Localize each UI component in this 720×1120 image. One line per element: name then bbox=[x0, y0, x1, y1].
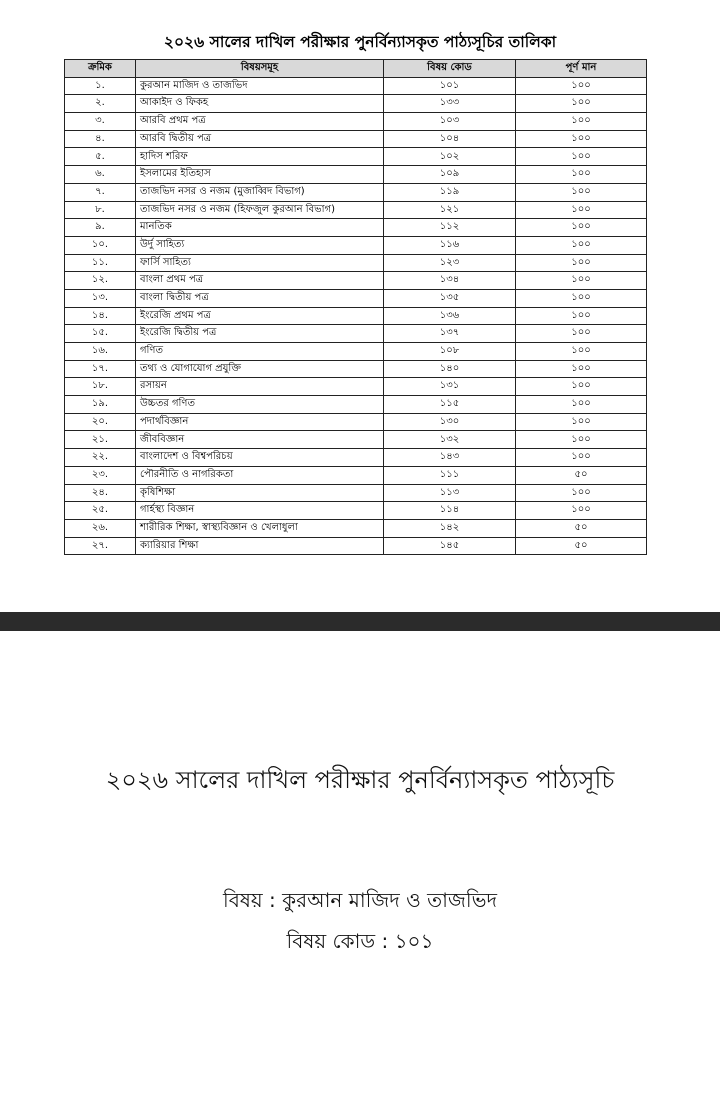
row-subject-name: আরবি দ্বিতীয় পত্র bbox=[136, 130, 384, 148]
row-full-marks: ৫০ bbox=[516, 537, 647, 555]
row-subject-code: ১১৬ bbox=[384, 236, 516, 254]
row-subject-name: উর্দু সাহিত্য bbox=[136, 236, 384, 254]
row-subject-code: ১২১ bbox=[384, 201, 516, 219]
subject-table bbox=[64, 59, 647, 555]
row-full-marks: ১০০ bbox=[516, 148, 647, 166]
row-serial: ১১. bbox=[65, 254, 136, 272]
row-serial: ১৯. bbox=[65, 396, 136, 414]
row-serial: ১৬. bbox=[65, 343, 136, 361]
row-subject-code: ১০৯ bbox=[384, 166, 516, 184]
row-subject-code: ১০৩ bbox=[384, 113, 516, 131]
table-row bbox=[65, 201, 647, 219]
row-full-marks: ১০০ bbox=[516, 449, 647, 467]
row-full-marks: ১০০ bbox=[516, 236, 647, 254]
row-subject-name: আকাইদ ও ফিকহ bbox=[136, 95, 384, 113]
row-serial: ৬. bbox=[65, 166, 136, 184]
cover-subject: বিষয় : কুরআন মাজিদ ও তাজভিদ bbox=[222, 888, 498, 912]
row-subject-code: ১৩১ bbox=[384, 378, 516, 396]
table-row bbox=[65, 183, 647, 201]
row-subject-name: ফার্সি সাহিত্য bbox=[136, 254, 384, 272]
row-subject-name: তাজভিদ নসর ও নজম (মুজাব্বিদ বিভাগ) bbox=[136, 183, 384, 201]
table-row bbox=[65, 396, 647, 414]
row-serial: ২৫. bbox=[65, 502, 136, 520]
row-full-marks: ১০০ bbox=[516, 166, 647, 184]
table-row bbox=[65, 254, 647, 272]
row-subject-code: ১১৫ bbox=[384, 396, 516, 414]
row-serial: ৪. bbox=[65, 130, 136, 148]
row-full-marks: ১০০ bbox=[516, 113, 647, 131]
row-full-marks: ১০০ bbox=[516, 77, 647, 95]
cover-subject-code: বিষয় কোড : ১০১ bbox=[286, 929, 434, 953]
row-serial: ২. bbox=[65, 95, 136, 113]
row-subject-name: আরবি প্রথম পত্র bbox=[136, 113, 384, 131]
row-subject-name: মানতিক bbox=[136, 219, 384, 237]
row-subject-code: ১৩৩ bbox=[384, 95, 516, 113]
row-subject-code: ১০২ bbox=[384, 148, 516, 166]
row-full-marks: ১০০ bbox=[516, 378, 647, 396]
row-serial: ২৭. bbox=[65, 537, 136, 555]
row-subject-code: ১১৪ bbox=[384, 502, 516, 520]
table-row bbox=[65, 77, 647, 95]
row-subject-name: উচ্চতর গণিত bbox=[136, 396, 384, 414]
row-full-marks: ১০০ bbox=[516, 343, 647, 361]
row-serial: ১২. bbox=[65, 272, 136, 290]
row-subject-name: হাদিস শরিফ bbox=[136, 148, 384, 166]
table-row bbox=[65, 343, 647, 361]
row-subject-name: বাংলা প্রথম পত্র bbox=[136, 272, 384, 290]
table-row bbox=[65, 166, 647, 184]
table-row bbox=[65, 95, 647, 113]
table-row bbox=[65, 325, 647, 343]
table-row bbox=[65, 272, 647, 290]
row-subject-name: বাংলাদেশ ও বিশ্বপরিচয় bbox=[136, 449, 384, 467]
row-serial: ১. bbox=[65, 77, 136, 95]
row-full-marks: ১০০ bbox=[516, 502, 647, 520]
row-serial: ২৬. bbox=[65, 519, 136, 537]
row-subject-name: রসায়ন bbox=[136, 378, 384, 396]
table-row bbox=[65, 519, 647, 537]
row-serial: ১৩. bbox=[65, 289, 136, 307]
row-subject-name: কুরআন মাজিদ ও তাজভিদ bbox=[136, 77, 384, 95]
cover-title: ২০২৬ সালের দাখিল পরীক্ষার পুনর্বিন্যাসকৃত পাঠ্যসূচি bbox=[105, 766, 615, 794]
table-row bbox=[65, 236, 647, 254]
row-serial: ১৮. bbox=[65, 378, 136, 396]
row-subject-name: পদার্থবিজ্ঞান bbox=[136, 413, 384, 431]
row-subject-code: ১০১ bbox=[384, 77, 516, 95]
row-subject-code: ১৪৩ bbox=[384, 449, 516, 467]
row-serial: ৩. bbox=[65, 113, 136, 131]
row-subject-code: ১৩৭ bbox=[384, 325, 516, 343]
row-serial: ২২. bbox=[65, 449, 136, 467]
row-subject-code: ১১৯ bbox=[384, 183, 516, 201]
row-subject-name: শারীরিক শিক্ষা, স্বাস্থ্যবিজ্ঞান ও খেলাধুলা bbox=[136, 519, 384, 537]
table-row bbox=[65, 130, 647, 148]
row-subject-code: ১৪২ bbox=[384, 519, 516, 537]
row-full-marks: ১০০ bbox=[516, 289, 647, 307]
row-serial: ২৩. bbox=[65, 466, 136, 484]
row-subject-code: ১৩৪ bbox=[384, 272, 516, 290]
row-subject-name: ক্যারিয়ার শিক্ষা bbox=[136, 537, 384, 555]
row-subject-name: কৃষিশিক্ষা bbox=[136, 484, 384, 502]
table-row bbox=[65, 219, 647, 237]
table-row bbox=[65, 502, 647, 520]
row-full-marks: ১০০ bbox=[516, 307, 647, 325]
row-subject-name: তথ্য ও যোগাযোগ প্রযুক্তি bbox=[136, 360, 384, 378]
serial-header: ক্রমিক bbox=[65, 60, 136, 78]
row-full-marks: ১০০ bbox=[516, 219, 647, 237]
table-row bbox=[65, 307, 647, 325]
row-subject-name: তাজভিদ নসর ও নজম (হিফজুল কুরআন বিভাগ) bbox=[136, 201, 384, 219]
table-row bbox=[65, 148, 647, 166]
row-subject-name: গার্হস্থ্য বিজ্ঞান bbox=[136, 502, 384, 520]
subject-code-header: বিষয় কোড bbox=[384, 60, 516, 78]
row-full-marks: ১০০ bbox=[516, 130, 647, 148]
row-full-marks: ১০০ bbox=[516, 272, 647, 290]
row-serial: ৮. bbox=[65, 201, 136, 219]
row-subject-code: ১১২ bbox=[384, 219, 516, 237]
row-subject-name: ইংরেজি প্রথম পত্র bbox=[136, 307, 384, 325]
table-row bbox=[65, 431, 647, 449]
table-row bbox=[65, 113, 647, 131]
row-subject-code: ১০৪ bbox=[384, 130, 516, 148]
page-title: ২০২৬ সালের দাখিল পরীক্ষার পুনর্বিন্যাসকৃত পাঠ্যসূচির তালিকা bbox=[163, 33, 557, 51]
syllabus-cover-page bbox=[0, 631, 720, 1120]
table-row bbox=[65, 537, 647, 555]
row-subject-code: ১১১ bbox=[384, 466, 516, 484]
table-row bbox=[65, 449, 647, 467]
row-subject-code: ১৪৫ bbox=[384, 537, 516, 555]
row-subject-name: বাংলা দ্বিতীয় পত্র bbox=[136, 289, 384, 307]
row-serial: ৭. bbox=[65, 183, 136, 201]
row-subject-code: ১২৩ bbox=[384, 254, 516, 272]
row-subject-code: ১৩২ bbox=[384, 431, 516, 449]
row-serial: ৫. bbox=[65, 148, 136, 166]
row-subject-code: ১৩০ bbox=[384, 413, 516, 431]
table-row bbox=[65, 378, 647, 396]
row-serial: ১০. bbox=[65, 236, 136, 254]
table-row bbox=[65, 360, 647, 378]
table-row bbox=[65, 289, 647, 307]
row-full-marks: ৫০ bbox=[516, 466, 647, 484]
row-serial: ৯. bbox=[65, 219, 136, 237]
row-subject-code: ১০৮ bbox=[384, 343, 516, 361]
row-subject-code: ১১৩ bbox=[384, 484, 516, 502]
row-full-marks: ১০০ bbox=[516, 254, 647, 272]
row-full-marks: ১০০ bbox=[516, 396, 647, 414]
row-serial: ১৪. bbox=[65, 307, 136, 325]
row-full-marks: ৫০ bbox=[516, 519, 647, 537]
row-subject-name: পৌরনীতি ও নাগরিকতা bbox=[136, 466, 384, 484]
table-row bbox=[65, 413, 647, 431]
row-full-marks: ১০০ bbox=[516, 484, 647, 502]
row-subject-code: ১৪০ bbox=[384, 360, 516, 378]
row-subject-name: জীববিজ্ঞান bbox=[136, 431, 384, 449]
table-row bbox=[65, 484, 647, 502]
row-subject-name: গণিত bbox=[136, 343, 384, 361]
row-serial: ২১. bbox=[65, 431, 136, 449]
page-separator bbox=[0, 612, 720, 631]
row-subject-code: ১৩৫ bbox=[384, 289, 516, 307]
row-full-marks: ১০০ bbox=[516, 201, 647, 219]
table-row bbox=[65, 466, 647, 484]
row-full-marks: ১০০ bbox=[516, 95, 647, 113]
row-full-marks: ১০০ bbox=[516, 183, 647, 201]
subjects-header: বিষয়সমূহ bbox=[136, 60, 384, 78]
row-full-marks: ১০০ bbox=[516, 325, 647, 343]
full-marks-header: পূর্ণ মান bbox=[516, 60, 647, 78]
row-serial: ১৫. bbox=[65, 325, 136, 343]
row-serial: ২০. bbox=[65, 413, 136, 431]
row-subject-code: ১৩৬ bbox=[384, 307, 516, 325]
row-serial: ২৪. bbox=[65, 484, 136, 502]
row-serial: ১৭. bbox=[65, 360, 136, 378]
row-full-marks: ১০০ bbox=[516, 413, 647, 431]
row-subject-name: ইংরেজি দ্বিতীয় পত্র bbox=[136, 325, 384, 343]
row-subject-name: ইসলামের ইতিহাস bbox=[136, 166, 384, 184]
row-full-marks: ১০০ bbox=[516, 360, 647, 378]
row-full-marks: ১০০ bbox=[516, 431, 647, 449]
table-header-row bbox=[65, 60, 647, 78]
